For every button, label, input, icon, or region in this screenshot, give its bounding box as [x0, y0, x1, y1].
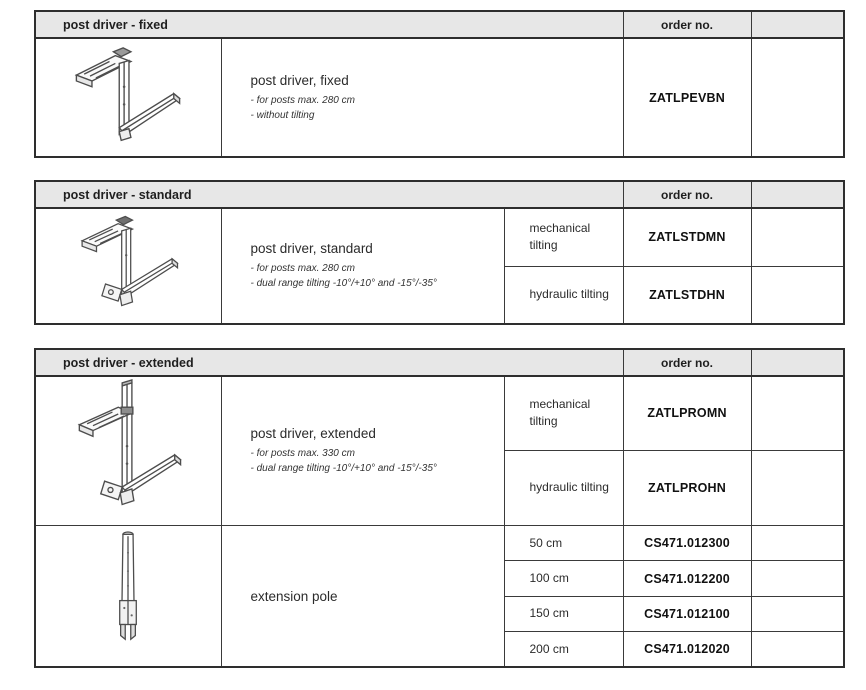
empty-cell: [751, 208, 844, 266]
size-label-cell: 100 cm: [504, 561, 623, 596]
post-driver-extended-illustration: [68, 378, 188, 524]
table-header-row: [35, 181, 844, 208]
post-driver-fixed-illustration: [63, 42, 193, 154]
accessory-name: extension pole: [250, 588, 338, 604]
product-note: - dual range tilting -10°/+10° and -15°/-35°: [250, 278, 437, 289]
table-post-driver-fixed: [34, 10, 845, 158]
order-code-cell: CS471.012200: [623, 561, 751, 596]
accessory-description-cell: [221, 526, 504, 668]
order-code-cell: CS471.012020: [623, 632, 751, 667]
product-description-cell: [221, 208, 504, 324]
order-no-header: order no.: [623, 349, 751, 376]
product-note: - for posts max. 280 cm: [250, 263, 355, 274]
size-label-cell: 50 cm: [504, 526, 623, 561]
variant-label-cell: hydraulic tilting: [504, 266, 623, 324]
product-note: - without tilting: [250, 109, 315, 121]
order-code-cell: ZATLPROHN: [623, 450, 751, 525]
empty-cell: [751, 596, 844, 631]
empty-header-cell: [751, 349, 844, 376]
empty-header-cell: [751, 181, 844, 208]
order-code-cell: CS471.012300: [623, 526, 751, 561]
variant-label-cell: hydraulic tilting: [504, 450, 623, 525]
product-note: - for posts max. 330 cm: [250, 448, 355, 459]
product-note: - for posts max. 280 cm: [250, 94, 355, 106]
order-code-cell: ZATLPROMN: [623, 376, 751, 450]
empty-cell: [751, 561, 844, 596]
empty-cell: [751, 266, 844, 324]
product-name: post driver, standard: [250, 241, 373, 256]
product-note: - dual range tilting -10°/+10° and -15°/-35°: [250, 463, 437, 474]
order-code-cell: ZATLPEVBN: [623, 38, 751, 157]
order-no-header: order no.: [623, 181, 751, 208]
empty-cell: [751, 632, 844, 667]
product-description-cell: [221, 376, 504, 526]
product-description-cell: [221, 38, 623, 157]
variant-row: [35, 208, 844, 266]
size-label-cell: 200 cm: [504, 632, 623, 667]
product-name: post driver, extended: [250, 426, 376, 441]
empty-cell: [751, 526, 844, 561]
product-image-cell: [35, 208, 221, 324]
empty-cell: [751, 376, 844, 450]
variant-row: [35, 376, 844, 450]
size-label-cell: 150 cm: [504, 596, 623, 631]
accessory-image-cell: [35, 526, 221, 668]
variant-label-cell: mechanical tilting: [504, 208, 623, 266]
order-no-header: order no.: [623, 11, 751, 38]
table-title: post driver - extended: [35, 349, 623, 376]
variant-label-cell: mechanical tilting: [504, 376, 623, 450]
empty-cell: [751, 450, 844, 525]
product-row: [35, 38, 844, 157]
product-image-cell: [35, 38, 221, 157]
product-name: post driver, fixed: [250, 72, 349, 88]
accessory-row: [35, 526, 844, 561]
table-title: post driver - fixed: [35, 11, 623, 38]
post-driver-standard-illustration: [63, 212, 193, 320]
empty-header-cell: [751, 11, 844, 38]
table-header-row: [35, 11, 844, 38]
table-post-driver-extended: [34, 348, 845, 668]
table-title: post driver - standard: [35, 181, 623, 208]
order-code-cell: ZATLSTDMN: [623, 208, 751, 266]
table-post-driver-standard: [34, 180, 845, 325]
order-code-cell: CS471.012100: [623, 596, 751, 631]
product-image-cell: [35, 376, 221, 526]
extension-pole-illustration: [106, 527, 150, 665]
empty-cell: [751, 38, 844, 157]
order-code-cell: ZATLSTDHN: [623, 266, 751, 324]
table-header-row: [35, 349, 844, 376]
